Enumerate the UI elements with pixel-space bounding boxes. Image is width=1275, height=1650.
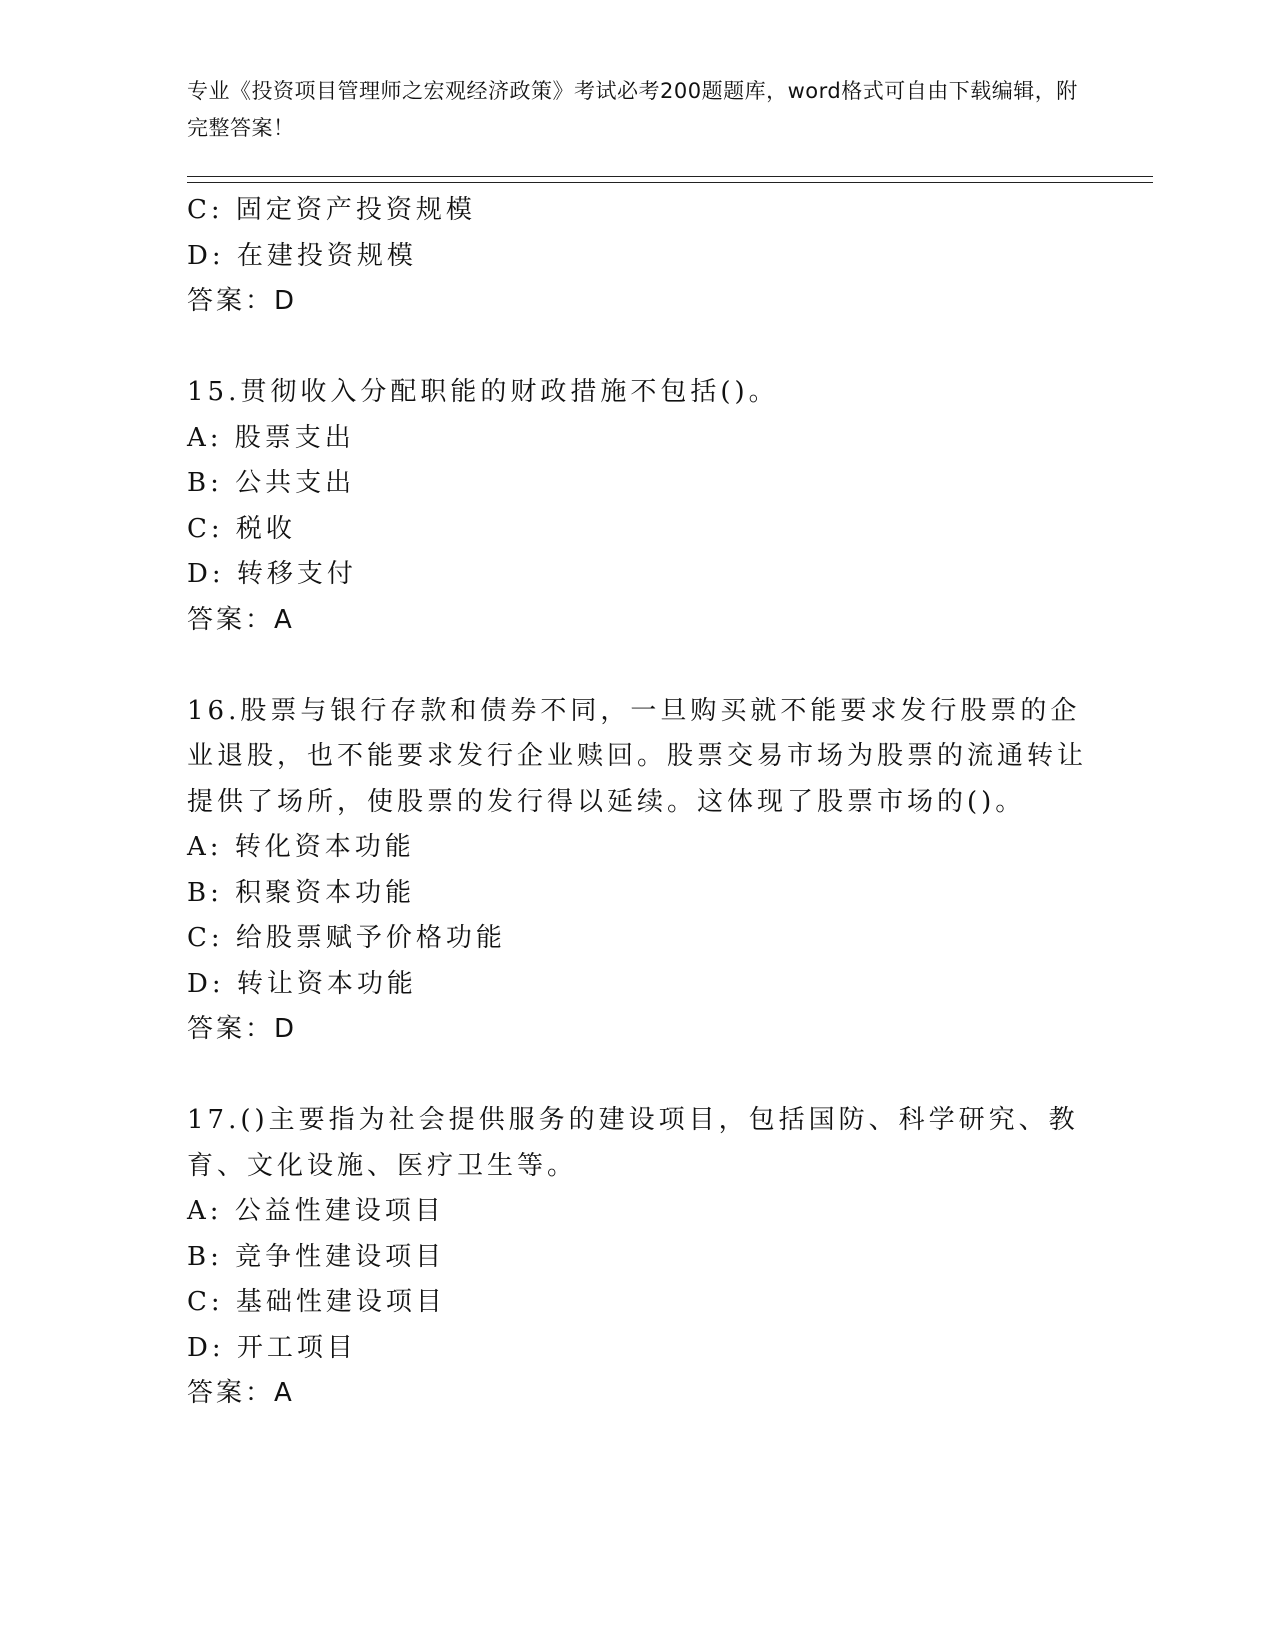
answer: 答案：D xyxy=(187,1014,298,1044)
option-d: D: 转让资本功能 xyxy=(187,968,417,999)
answer: 答案：D xyxy=(187,286,298,316)
option-c: C: 固定资产投资规模 xyxy=(187,195,476,225)
option-c: C: 基础性建设项目 xyxy=(187,1287,446,1317)
option-d: D: 开工项目 xyxy=(187,1332,357,1363)
option-c: C: 给股票赋予价格功能 xyxy=(187,923,506,953)
header-divider-top xyxy=(187,176,1153,177)
spacer xyxy=(187,643,1087,689)
option-c: C: 税收 xyxy=(187,513,296,544)
option-b: B: 积聚资本功能 xyxy=(187,877,416,908)
option-d: D: 转移支付 xyxy=(187,559,357,589)
option-b: B: 公共支出 xyxy=(187,468,356,498)
question-14 xyxy=(187,188,1087,325)
question-list xyxy=(187,188,1087,1417)
option-a: A: 公益性建设项目 xyxy=(187,1196,445,1226)
spacer xyxy=(187,325,1087,371)
question-stem: 17.()主要指为社会提供服务的建设项目，包括国防、科学研究、教育、文化设施、医疗卫生等。 xyxy=(187,1105,1079,1181)
answer: 答案：A xyxy=(187,604,295,635)
spacer xyxy=(187,1053,1087,1099)
document-header: 专业《投资项目管理师之宏观经济政策》考试必考200题题库，word格式可自由下载编辑，附完整答案！ xyxy=(187,79,1078,140)
option-b: B: 竞争性建设项目 xyxy=(187,1241,446,1272)
question-15 xyxy=(187,370,1087,643)
option-a: A: 转化资本功能 xyxy=(187,832,415,862)
option-a: A: 股票支出 xyxy=(187,422,355,453)
answer: 答案：A xyxy=(187,1378,295,1408)
header-divider-bottom xyxy=(187,182,1153,183)
question-stem: 16.股票与银行存款和债券不同，一旦购买就不能要求发行股票的企业退股，也不能要求发行企业赎回。股票交易市场为股票的流通转让提供了场所，使股票的发行得以延续。这体现了股票市场的()。 xyxy=(187,695,1088,817)
question-16 xyxy=(187,689,1087,1053)
question-17 xyxy=(187,1098,1087,1417)
question-stem: 15.贯彻收入分配职能的财政措施不包括()。 xyxy=(187,377,779,407)
option-d: D: 在建投资规模 xyxy=(187,240,417,271)
